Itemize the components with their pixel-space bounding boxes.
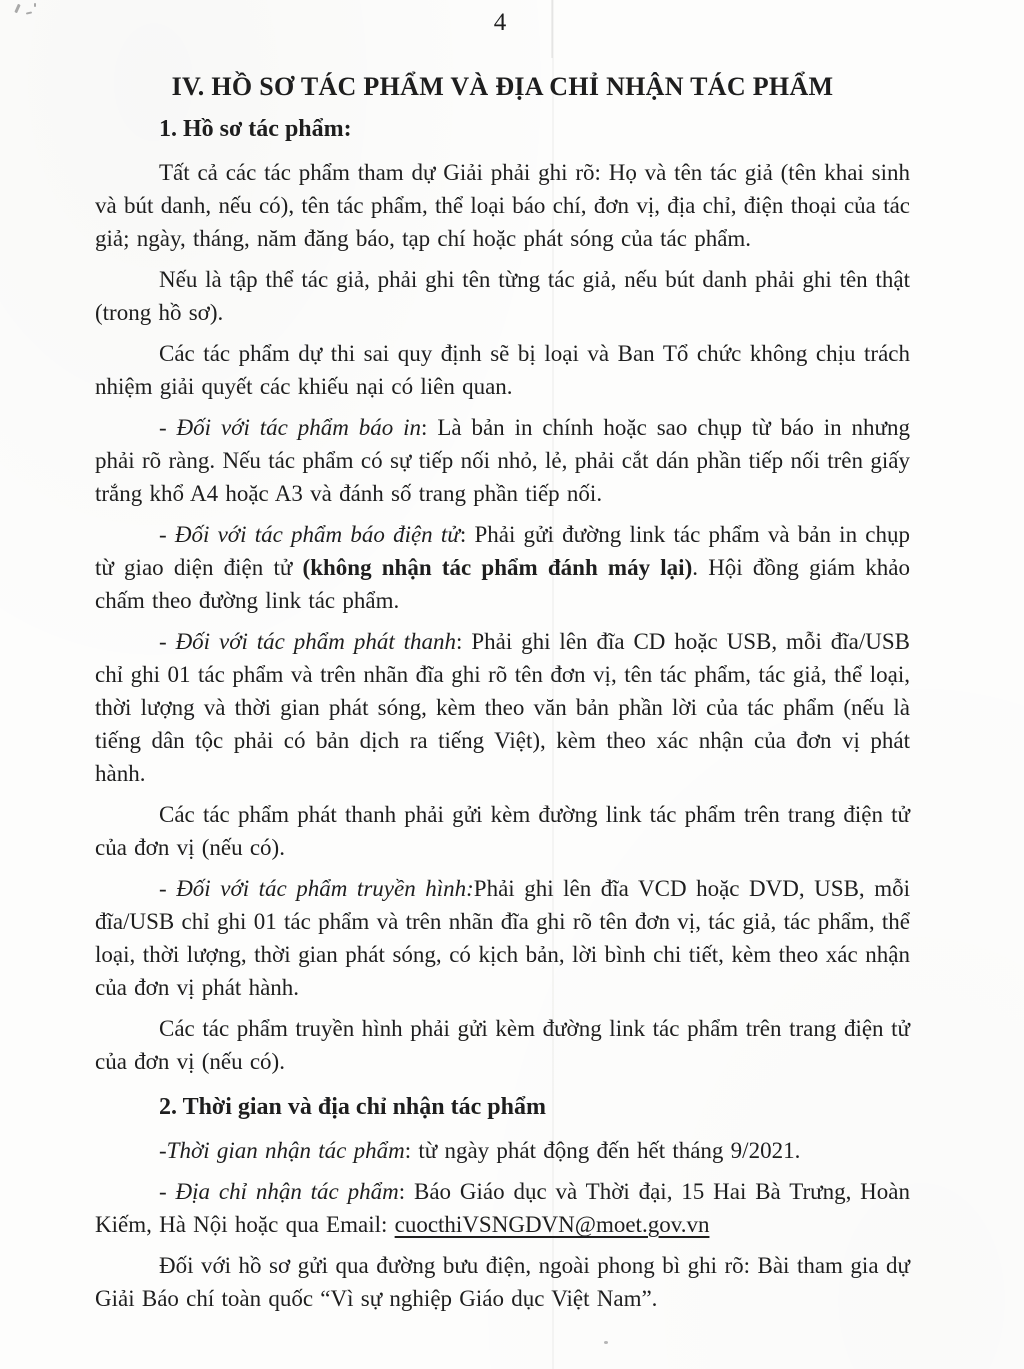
p-tv-works <box>95 872 910 1004</box>
run-text: : Phải ghi lên đĩa CD hoặc USB, mỗi đĩa/USB chỉ ghi 01 tác phẩm và trên nhãn đĩa ghi rõ tên đơn vị, tên tác phẩm, tác giả, thể loại, thời lượng và thời gian phát sóng, kèm theo văn bản phần lời của tác phẩm (nếu là tiếng dân tộc phải có bản dịch ra tiếng Việt), kèm theo xác nhận của đơn vị phát hành. <box>95 629 910 786</box>
p-print-works <box>95 411 910 510</box>
page-number: 4 <box>493 9 507 36</box>
p-tv-link <box>95 1012 910 1078</box>
run-italic-lead: -Thời gian nhận tác phẩm <box>159 1138 405 1163</box>
p-online-works <box>95 518 910 617</box>
run-text: : Là bản in chính hoặc sao chụp từ báo in nhưng phải rõ ràng. Nếu tác phẩm có sự tiếp nối nhỏ, lẻ, phải cắt dán phần tiếp nối trên giấy trắng khổ A4 hoặc A3 và đánh số trang phần tiếp nối. <box>95 415 910 506</box>
run-italic-lead: - Đối với tác phẩm truyền hình: <box>159 876 474 901</box>
run-text: Đối với hồ sơ gửi qua đường bưu điện, ngoài phong bì ghi rõ: Bài tham gia dự Giải Báo chí toàn quốc “Vì sự nghiệp Giáo dục Việt Nam”. <box>95 1253 910 1311</box>
run-text: : Phải gửi đường link tác phẩm và bản in chụp từ giao diện điện tử <box>95 522 911 580</box>
run-text: Các tác phẩm truyền hình phải gửi kèm đường link tác phẩm trên trang điện tử của đơn vị (nếu có). <box>95 1016 910 1074</box>
p-invalid-entries <box>95 337 910 403</box>
run-text: Nếu là tập thể tác giả, phải ghi tên từng tác giả, nếu bút danh phải ghi tên thật (trong hồ sơ). <box>95 267 910 325</box>
document-title: IV. HỒ SƠ TÁC PHẨM VÀ ĐỊA CHỈ NHẬN TÁC PHẨM <box>171 72 834 101</box>
scan-artifact-speck <box>604 1341 608 1344</box>
run-italic-lead: - Địa chỉ nhận tác phẩm <box>159 1179 399 1204</box>
run-italic-lead: - Đối với tác phẩm báo điện tử <box>159 522 460 547</box>
email-address: cuocthiVSNGDVN@moet.gov.vn <box>394 1212 710 1237</box>
run-text: . Hội đồng giám khảo chấm theo đường link tác phẩm. <box>95 555 911 613</box>
run-text: Phải ghi lên đĩa VCD hoặc DVD, USB, mỗi đĩa/USB chỉ ghi 01 tác phẩm và trên nhãn đĩa ghi rõ tên đơn vị, tác giả, tác phẩm, thể loại, thời lượng, thời gian phát sóng, có kịch bản, lời bình chi tiết, kèm theo xác nhận của đơn vị phát hành. <box>95 876 910 1000</box>
p-radio-link <box>95 798 910 864</box>
run-italic-lead: - Đối với tác phẩm báo in <box>159 415 422 440</box>
run-text: Các tác phẩm phát thanh phải gửi kèm đường link tác phẩm trên trang điện tử của đơn vị (nếu có). <box>95 802 910 860</box>
section-2-heading: 2. Thời gian và địa chỉ nhận tác phẩm <box>159 1094 546 1120</box>
p-submission-time <box>95 1134 910 1167</box>
scan-artifact-mark <box>34 3 36 7</box>
p-collective-authors <box>95 263 910 329</box>
section-1-heading: 1. Hồ sơ tác phẩm: <box>159 116 352 142</box>
run-text: : Báo Giáo dục và Thời đại, 15 Hai Bà Trưng, Hoàn Kiếm, Hà Nội hoặc qua Email: <box>95 1179 910 1237</box>
run-text: Các tác phẩm dự thi sai quy định sẽ bị loại và Ban Tổ chức không chịu trách nhiệm giải quyết các khiếu nại có liên quan. <box>95 341 910 399</box>
run-bold-note: (không nhận tác phẩm đánh máy lại) <box>302 555 693 580</box>
p-postal-envelope <box>95 1249 910 1315</box>
p-radio-works <box>95 625 910 790</box>
run-italic-lead: - Đối với tác phẩm phát thanh <box>159 629 457 654</box>
p-submission-address <box>95 1175 910 1241</box>
p-general-requirements <box>95 156 910 255</box>
run-text: Tất cả các tác phẩm tham dự Giải phải ghi rõ: Họ và tên tác giả (tên khai sinh và bút danh, nếu có), tên tác phẩm, thể loại báo chí, đơn vị, địa chỉ, điện thoại của tác giả; ngày, tháng, năm đăng báo, tạp chí hoặc phát sóng của tác phẩm. <box>95 160 910 251</box>
run-text: : từ ngày phát động đến hết tháng 9/2021. <box>404 1138 801 1163</box>
document-page <box>95 0 910 1315</box>
